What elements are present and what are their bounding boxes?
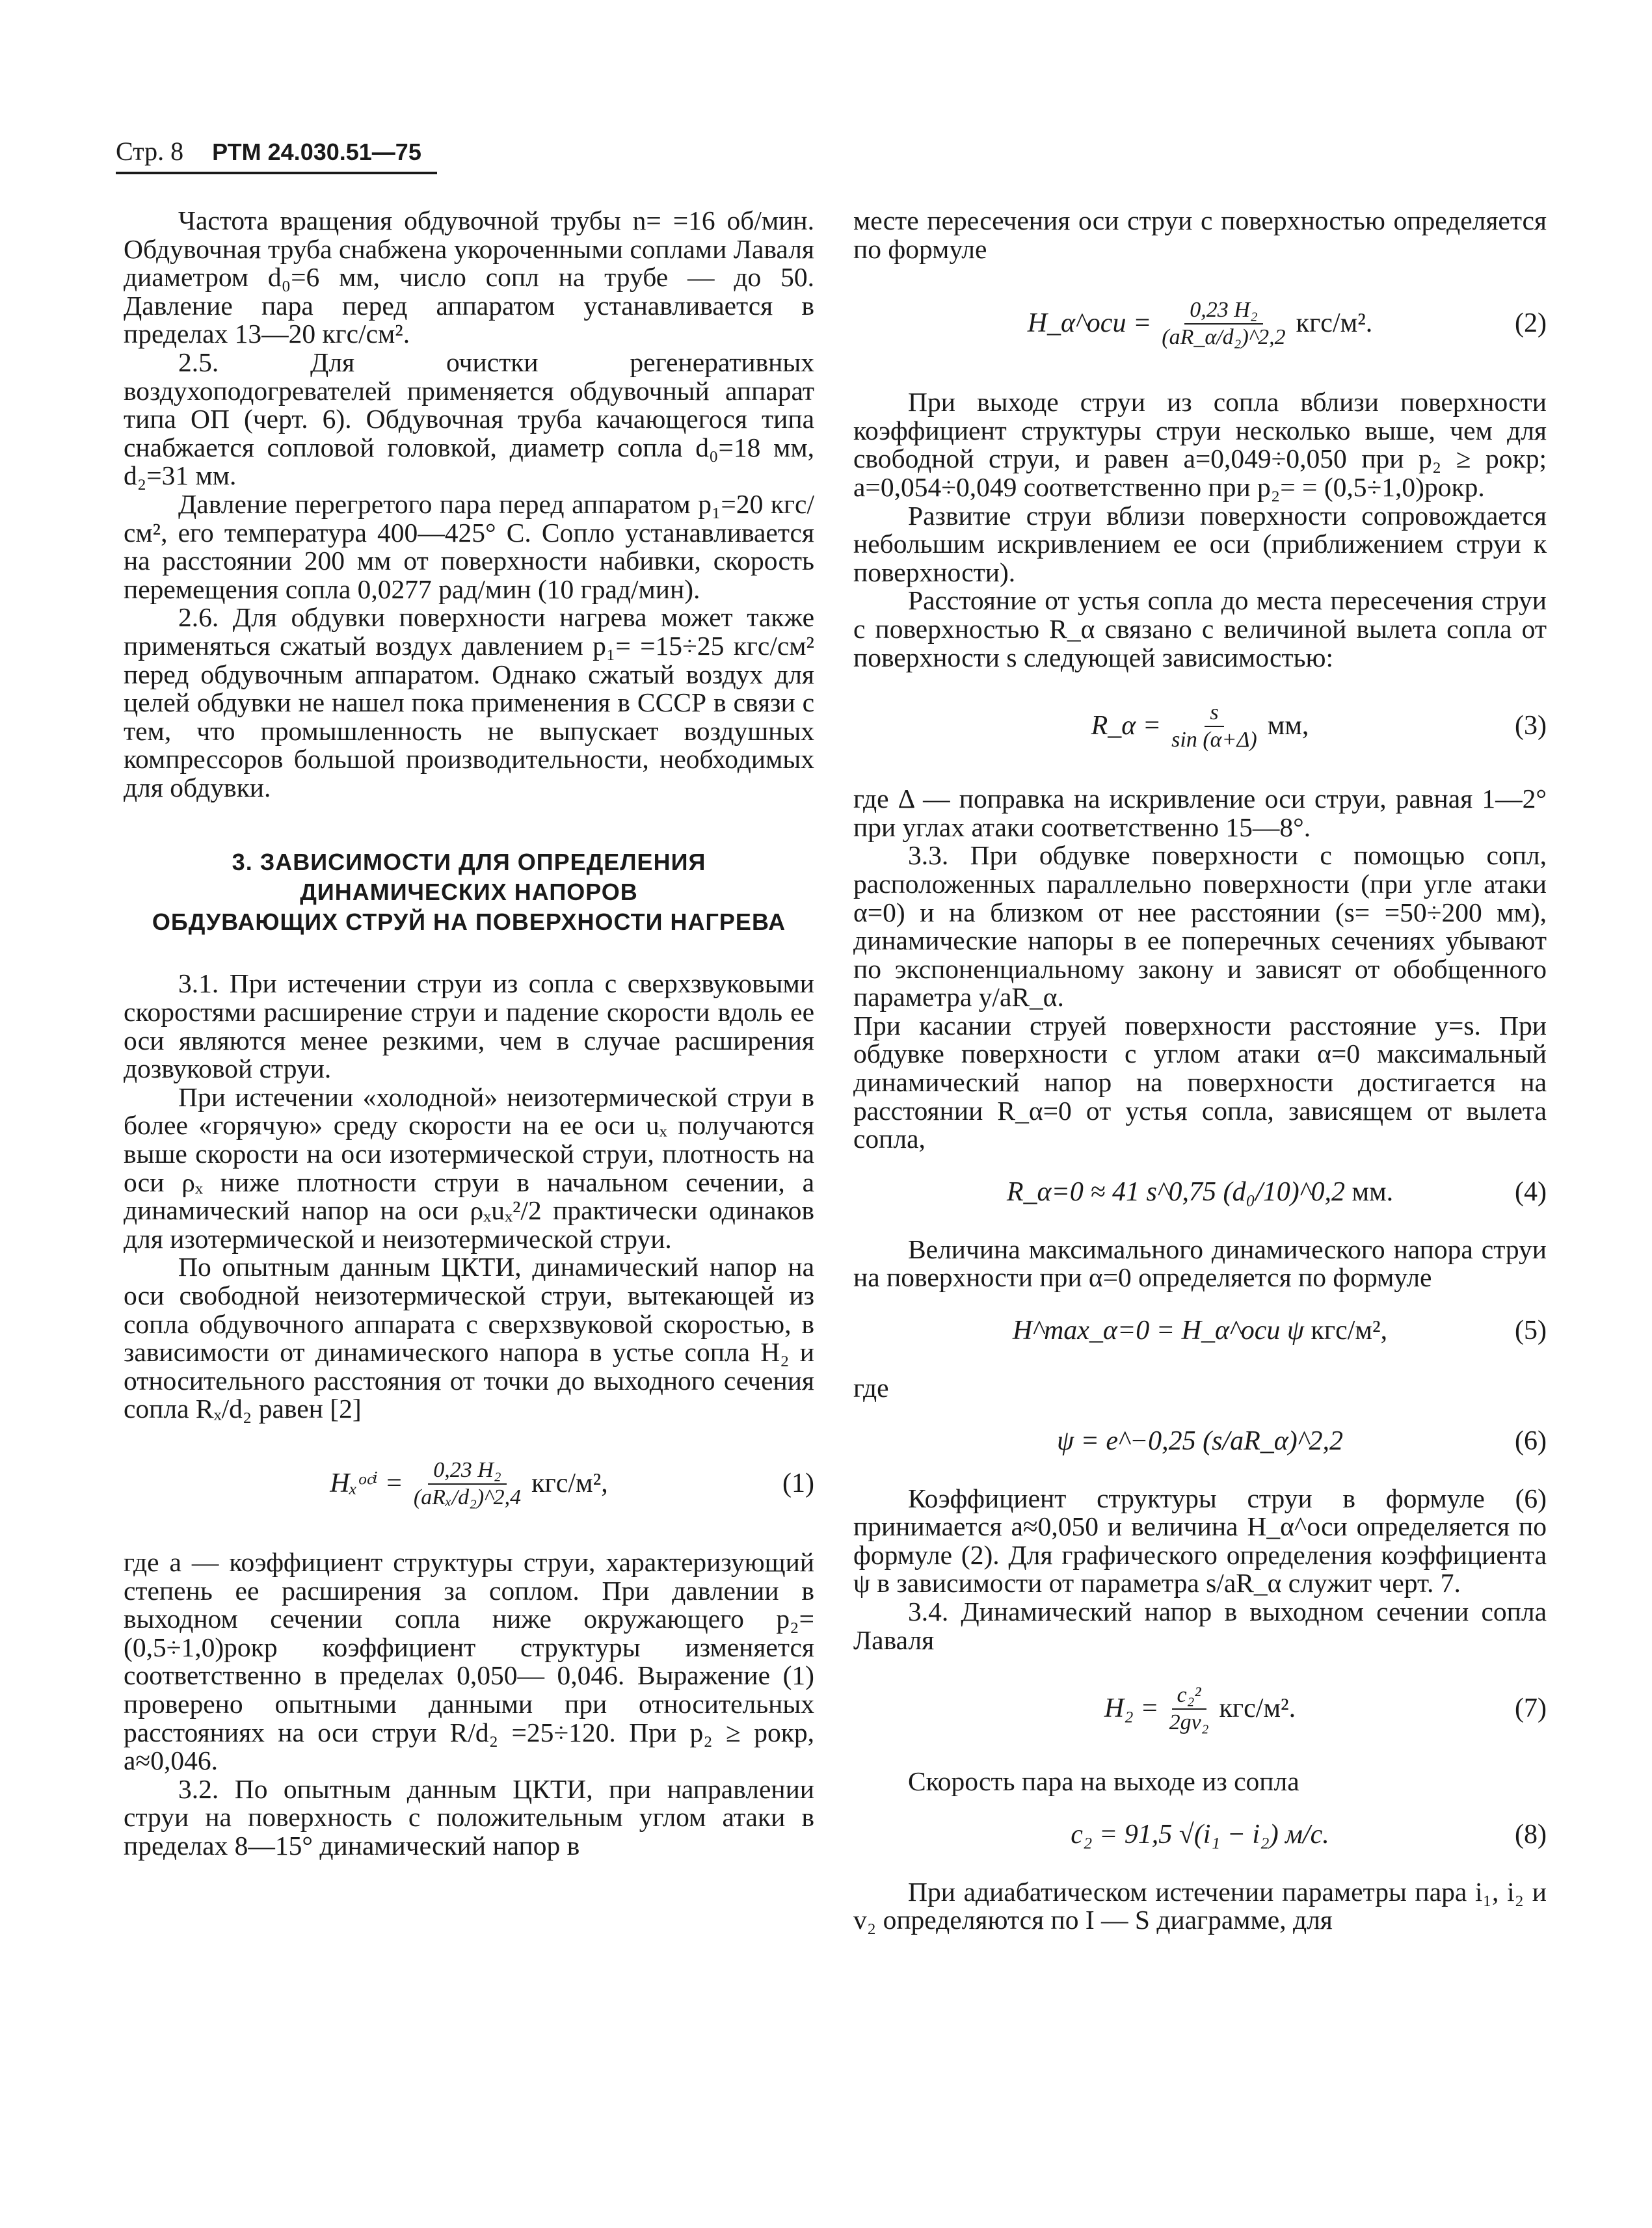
formula-lhs: Hₓᵒᶜⁱ =: [330, 1468, 403, 1499]
paragraph-3-3: 3.3. При обдувке поверхности с помощью сопл, расположенных параллельно поверхности (при угле атаки α=0) и на близком от нее расстоянии (s= =50÷200 мм), динамические напоры в ее поперечных сечениях убывают по экспоненциальному закону и зависят от обобщенного параметра y/aR_α.: [853, 840, 1547, 1013]
paragraph: Величина максимального динамического напора струи на поверхности при α=0 определяется по формуле: [853, 1234, 1547, 1293]
formula-number: (7): [1515, 1693, 1547, 1724]
formula-unit: мм,: [1267, 711, 1309, 741]
paragraph-2-5: 2.5. Для очистки регенеративных воздухоподогревателей применяется обдувочный аппарат типа ОП (черт. 6). Обдувочная труба качающегося типа снабжается сопловой головкой, диаметр сопла d₀=18 мм, d₂=31 мм.: [124, 347, 814, 491]
formula-denominator: (aRₓ/d₂)^2,4: [413, 1485, 522, 1509]
formula-number: (5): [1515, 1316, 1547, 1346]
page-header: [116, 135, 437, 174]
paragraph: При адиабатическом истечении параметры пара i₁, i₂ и v₂ определяются по I — S диаграмме, для: [853, 1876, 1547, 1935]
formula-expression: R_α=0 ≈ 41 s^0,75 (d₀/10)^0,2: [1006, 1177, 1345, 1208]
paragraph: Расстояние от устья сопла до места пересечения струи с поверхностью R_α связано с величиной вылета сопла от поверхности s следующей зависимостью:: [853, 585, 1547, 672]
formula-denominator: (aR_α/d₂)^2,2: [1162, 325, 1286, 350]
formula-expression: H^max_α=0 = H_α^оси ψ: [1012, 1316, 1304, 1346]
formula-number: (8): [1515, 1819, 1547, 1850]
page-number: Стр. 8: [116, 137, 184, 166]
paragraph: где a — коэффициент структуры струи, характеризующий степень ее расширения за соплом. При давлении в выходном сечении сопла ниже окружающего p₂=(0,5÷1,0)pокр коэффициент структуры изменяется соответственно в пределах 0,050— 0,046. Выражение (1) проверено опытными данными при относительных расстояниях на оси струи R/d₂ =25÷120. При p₂ ≥ pокр, a≈0,046.: [124, 1546, 814, 1776]
formula-number: (6): [1515, 1426, 1547, 1456]
paragraph: где Δ — поправка на искривление оси струи, равная 1—2° при углах атаки соответственно 15—8°.: [853, 784, 1547, 842]
formula-8: [853, 1808, 1547, 1863]
paragraph: Частота вращения обдувочной трубы n= =16 об/мин. Обдувочная труба снабжена укороченными соплами Лаваля диаметром d₀=6 мм, число сопл на трубе — до 50. Давление пара перед аппаратом устанавливается в пределах 13—20 кгс/см².: [124, 206, 814, 349]
formula-unit: мм.: [1352, 1177, 1394, 1208]
formula-denominator: 2gv₂: [1169, 1710, 1209, 1735]
paragraph-3-2: 3.2. По опытным данным ЦКТИ, при направлении струи на поверхность с положительным углом атаки в пределах 8—15° динамический напор в: [124, 1773, 814, 1861]
formula-4: [853, 1165, 1547, 1220]
paragraph: По опытным данным ЦКТИ, динамический напор на оси свободной неизотермической струи, вытекающей из сопла обдувочного аппарата с сверхзвуковой скоростью, в зависимости от динамического напора в устье сопла H₂ и относительного расстояния от точки до выходного сечения сопла Rₓ/d₂ равен [2]: [124, 1252, 814, 1424]
formula-2: [853, 275, 1547, 373]
formula-7: [853, 1666, 1547, 1752]
document-code: РТМ 24.030.51—75: [212, 139, 421, 165]
formula-expression: c₂ = 91,5 √(i₁ − i₂) м/с.: [1071, 1819, 1329, 1850]
formula-6: [853, 1414, 1547, 1469]
paragraph: Развитие струи вблизи поверхности сопровождается небольшим искривлением ее оси (приближением струи к поверхности).: [853, 500, 1547, 587]
paragraph: Скорость пара на выходе из сопла: [908, 1766, 1299, 1797]
right-column: [853, 207, 1547, 1935]
paragraph: Коэффициент структуры струи в формуле (6) принимается a≈0,050 и величина H_α^оси определяется по формуле (2). Для графического определения коэффициента ψ в зависимости от параметра s/aR_α служит черт. 7.: [853, 1483, 1547, 1598]
paragraph: месте пересечения оси струи с поверхностью определяется по формуле: [853, 206, 1547, 264]
where-label: где: [853, 1373, 889, 1403]
formula-number: (1): [782, 1468, 814, 1499]
formula-denominator: sin (α+Δ): [1171, 728, 1257, 752]
formula-numerator: c₂²: [1172, 1682, 1206, 1710]
formula-fraction: [1164, 1682, 1214, 1736]
paragraph-3-1: 3.1. При истечении струи из сопла с сверхзвуковыми скоростями расширение струи и падение скорости вдоль ее оси являются менее резкими, чем в случае расширения дозвуковой струи.: [124, 968, 814, 1084]
paragraph-2-6: 2.6. Для обдувки поверхности нагрева может также применяться сжатый воздух давлением p₁= =15÷25 кгс/см² перед обдувочным аппаратом. Однако сжатый воздух для целей обдувки не нашел пока применения в СССР в связи с тем, что промышленность не выпускает воздушных компрессоров большой производительности, необходимых для обдувки.: [124, 602, 814, 802]
formula-fraction: [1166, 700, 1262, 753]
left-column: [124, 207, 814, 1861]
formula-expression: ψ = e^−0,25 (s/aR_α)^2,2: [1056, 1426, 1344, 1456]
formula-unit: кгс/м²,: [1311, 1316, 1388, 1346]
formula-number: (4): [1515, 1177, 1547, 1208]
paragraph-3-4: 3.4. Динамический напор в выходном сечении сопла Лаваля: [853, 1597, 1547, 1655]
formula-fraction: [408, 1457, 526, 1511]
formula-number: (3): [1515, 711, 1547, 741]
formula-numerator: 0,23 H₂: [428, 1457, 506, 1485]
paragraph: При истечении «холодной» неизотермической струи в более «горячую» среду скорости на ее оси uₓ получаются выше скорости на оси изотермической струи, плотность на оси ρₓ ниже плотности струи в начальном сечении, а динамический напор на оси ρₓuₓ²/2 практически одинаков для изотермической и неизотермической струи.: [124, 1081, 814, 1254]
formula-lhs: H_α^оси =: [1027, 308, 1152, 339]
paragraph: Давление перегретого пара перед аппаратом p₁=20 кгс/см², его температура 400—425° С. Сопло устанавливается на расстоянии 200 мм от поверхности набивки, скорость перемещения сопла 0,0277 рад/мин (10 град/мин).: [124, 488, 814, 604]
formula-number: (2): [1515, 308, 1547, 339]
formula-unit: кгс/м²,: [531, 1468, 608, 1499]
formula-numerator: 0,23 H₂: [1184, 297, 1262, 325]
section-title-line: ОБДУВАЮЩИХ СТРУЙ НА ПОВЕРХНОСТИ НАГРЕВА: [152, 908, 786, 936]
formula-lhs: R_α =: [1091, 711, 1162, 741]
paragraph: При выходе струи из сопла вблизи поверхности коэффициент структуры струи несколько выше, чем для свободной струи, и равен a=0,049÷0,050 при p₂ ≥ pокр; a=0,054÷0,049 соответственно при p₂= = (0,5÷1,0)pокр.: [853, 387, 1547, 502]
formula-unit: кгс/м².: [1296, 308, 1373, 339]
section-title-line: 3. ЗАВИСИМОСТИ ДЛЯ ОПРЕДЕЛЕНИЯ: [232, 849, 706, 876]
section-title-line: ДИНАМИЧЕСКИХ НАПОРОВ: [300, 879, 638, 906]
formula-unit: кгс/м².: [1219, 1693, 1296, 1724]
formula-1: [124, 1435, 814, 1533]
section-title: [124, 847, 814, 937]
formula-numerator: s: [1205, 700, 1223, 727]
paragraph: При касании струей поверхности расстояние y=s. При обдувке поверхности с углом атаки α=0 максимальный динамический напор на поверхности достигается на расстоянии R_α=0 от устья сопла, зависящем от вылета сопла,: [853, 1010, 1547, 1154]
formula-3: [853, 683, 1547, 769]
formula-lhs: H₂ =: [1104, 1693, 1159, 1724]
formula-fraction: [1156, 297, 1290, 351]
formula-5: [853, 1304, 1547, 1359]
